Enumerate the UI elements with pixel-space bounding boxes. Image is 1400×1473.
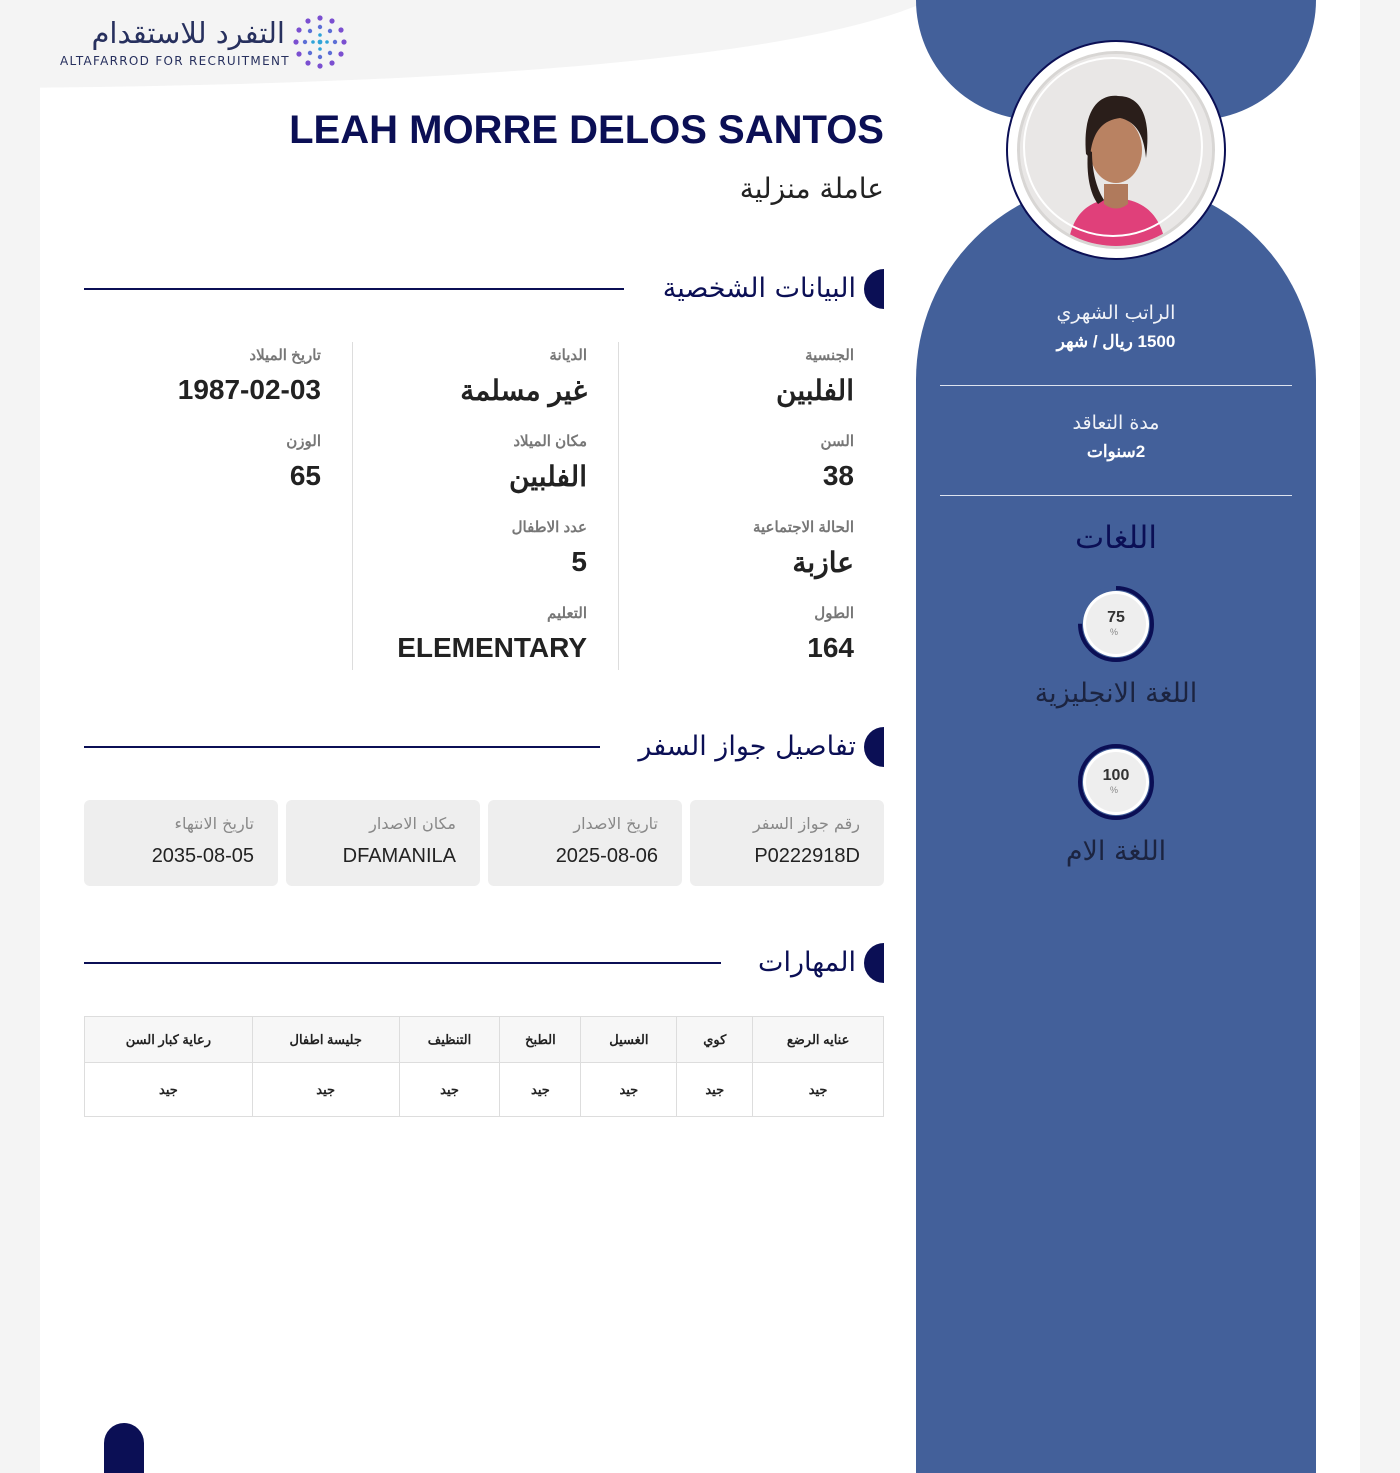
job-title: عاملة منزلية: [739, 172, 884, 205]
personal-field: [618, 600, 854, 686]
skill-header: الغسيل: [581, 1017, 677, 1063]
personal-field: [618, 428, 854, 514]
section-personal-header: [84, 269, 884, 311]
field-value: 38: [822, 460, 854, 491]
skills-header-row: [85, 1017, 884, 1063]
field-value: الفلبين: [509, 461, 587, 492]
candidate-name: LEAH MORRE DELOS SANTOS: [289, 108, 884, 152]
contract-block: [940, 412, 1292, 462]
passport-value: P0222918D: [754, 845, 860, 867]
skill-level: جيد: [500, 1063, 581, 1117]
field-label: الوزن: [286, 433, 321, 450]
passport-label: تاريخ الانتهاء: [174, 814, 254, 833]
field-value: عازبة: [792, 547, 854, 578]
section-divider-line: [84, 746, 600, 748]
sidebar-divider: [940, 495, 1292, 496]
section-marker: [864, 727, 884, 767]
skill-header: رعاية كبار السن: [85, 1017, 253, 1063]
field-label: عدد الاطفال: [511, 519, 587, 536]
languages-title: اللغات: [1075, 520, 1157, 556]
field-label: السن: [820, 433, 854, 450]
skill-level: جيد: [399, 1063, 500, 1117]
personal-field: [84, 428, 321, 514]
language-gauge-unit: %: [1109, 785, 1118, 795]
skills-value-row: [85, 1063, 884, 1117]
personal-field: [352, 600, 587, 686]
field-value: 5: [571, 546, 587, 577]
section-passport-header: [84, 727, 884, 769]
field-value: الفلبين: [776, 375, 854, 406]
field-value: 1987-02-03: [177, 374, 321, 405]
personal-column: [84, 342, 321, 670]
sidebar: [916, 0, 1316, 1473]
passport-label: تاريخ الاصدار: [573, 814, 658, 833]
skills-table: [84, 1016, 884, 1117]
personal-column: [352, 342, 587, 670]
language-gauge-value: 100: [1102, 767, 1130, 784]
passport-card: [488, 800, 682, 886]
passport-card: [690, 800, 884, 886]
personal-field: [618, 342, 854, 428]
column-divider: [352, 342, 353, 670]
skill-header: التنظيف: [399, 1017, 500, 1063]
field-value: غير مسلمة: [460, 375, 587, 406]
logo-english-text: ALTAFARROD FOR RECRUITMENT: [60, 54, 290, 68]
skill-header: جليسة اطفال: [252, 1017, 399, 1063]
sidebar-panel: [916, 180, 1316, 1473]
section-marker: [864, 943, 884, 983]
personal-field: [352, 428, 587, 514]
salary-block: [940, 302, 1292, 352]
section-skills-title: المهارات: [758, 947, 856, 978]
passport-value: 2025-08-06: [555, 845, 658, 867]
passport-label: مكان الاصدار: [369, 814, 456, 833]
salary-value: 1500 ريال / شهر: [1056, 332, 1176, 351]
field-label: تاريخ الميلاد: [249, 347, 321, 364]
section-personal-title: البيانات الشخصية: [662, 273, 856, 304]
language-gauge-unit: %: [1109, 627, 1118, 637]
logo-mark-icon: [292, 14, 348, 70]
section-divider-line: [84, 288, 624, 290]
field-label: الديانة: [549, 347, 587, 364]
language-name: اللغة الانجليزية: [1034, 678, 1198, 709]
passport-card: [286, 800, 480, 886]
passport-label: رقم جواز السفر: [752, 814, 860, 833]
logo-arabic-text: التفرد للاستقدام: [91, 16, 285, 50]
section-passport-title: تفاصيل جواز السفر: [638, 731, 856, 762]
field-label: التعليم: [547, 605, 587, 622]
personal-field: [352, 342, 587, 428]
skill-header: عنايه الرضع: [753, 1017, 884, 1063]
skill-header: الطبخ: [500, 1017, 581, 1063]
section-marker: [864, 269, 884, 309]
section-skills-header: [84, 943, 884, 985]
sidebar-divider: [940, 385, 1292, 386]
salary-label: الراتب الشهري: [1056, 302, 1176, 324]
skill-level: جيد: [252, 1063, 399, 1117]
language-gauge: [1076, 584, 1156, 664]
personal-column: [618, 342, 854, 670]
skill-level: جيد: [753, 1063, 884, 1117]
passport-card: [84, 800, 278, 886]
photo-inner-ring: [1023, 57, 1203, 237]
skill-level: جيد: [581, 1063, 677, 1117]
language-gauge-value: 75: [1107, 609, 1125, 626]
personal-field: [352, 514, 587, 600]
passport-value: DFAMANILA: [342, 845, 456, 867]
skill-level: جيد: [85, 1063, 253, 1117]
section-divider-line: [84, 962, 721, 964]
field-value: 164: [807, 632, 854, 663]
field-label: مكان الميلاد: [513, 433, 587, 450]
skill-header: كوي: [677, 1017, 753, 1063]
field-label: الطول: [814, 605, 854, 622]
contract-label: مدة التعاقد: [1072, 412, 1160, 434]
footer-marker: [104, 1423, 144, 1473]
skill-level: جيد: [677, 1063, 753, 1117]
field-value: 65: [289, 460, 321, 491]
personal-field: [84, 342, 321, 428]
company-logo: [60, 14, 350, 74]
contract-value: 2سنوات: [1086, 442, 1146, 461]
passport-value: 2035-08-05: [151, 845, 254, 867]
column-divider: [618, 342, 619, 670]
profile-photo-frame: [1006, 40, 1226, 260]
field-value: ELEMENTARY: [397, 632, 587, 663]
field-label: الحالة الاجتماعية: [752, 519, 854, 536]
field-label: الجنسية: [805, 347, 854, 364]
language-name: اللغة الام: [1065, 836, 1167, 867]
language-gauge: [1076, 742, 1156, 822]
personal-field: [618, 514, 854, 600]
